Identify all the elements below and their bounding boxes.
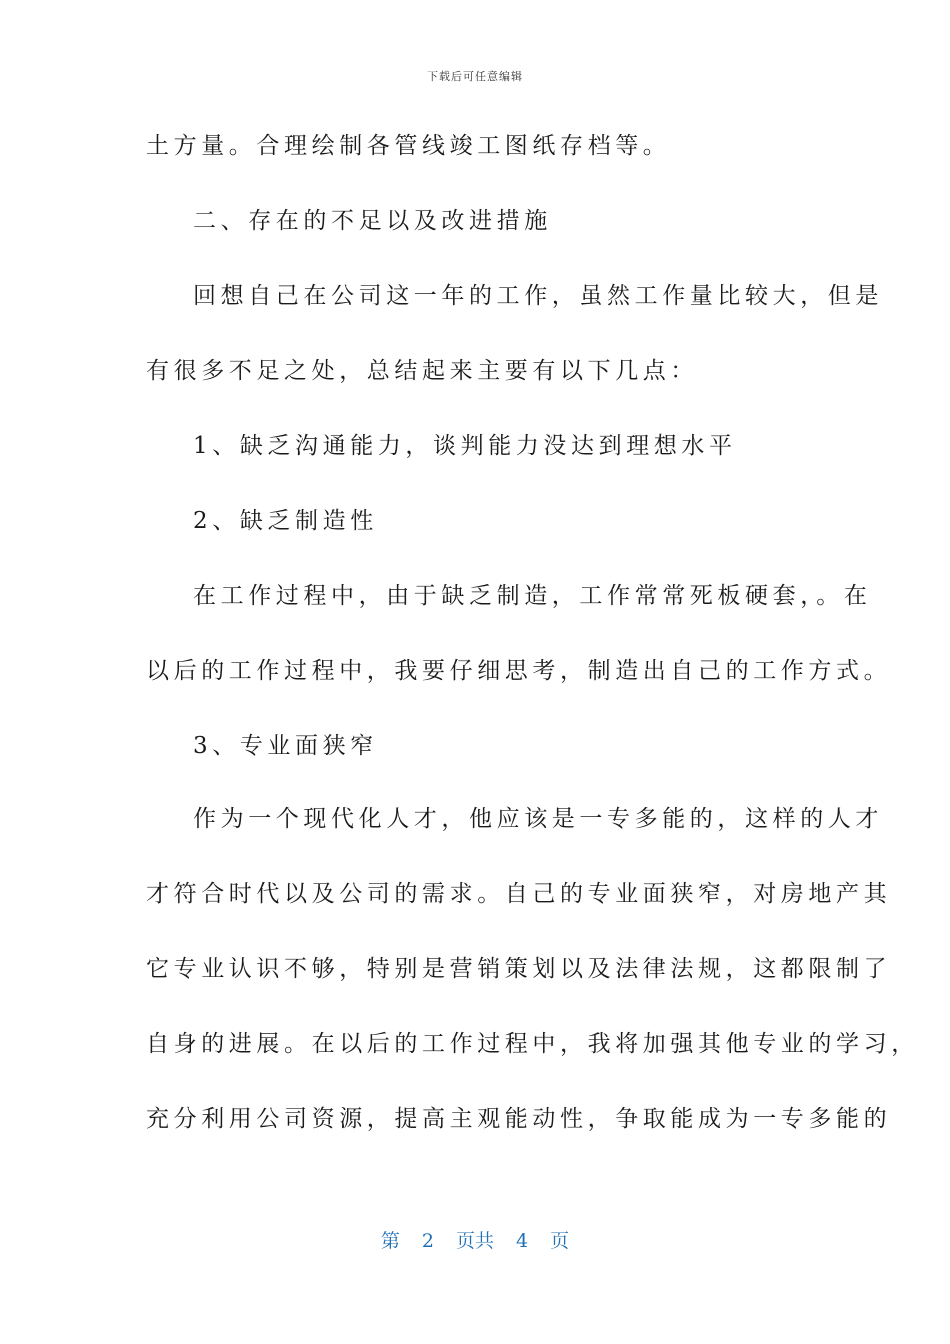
body-line-10: 作为一个现代化人才，他应该是一专多能的，这样的人才 bbox=[193, 806, 883, 832]
list-item-2: 2、缺乏制造性 bbox=[193, 508, 378, 534]
footer-page-number: 2 bbox=[421, 1230, 434, 1252]
page-footer bbox=[0, 1226, 950, 1253]
body-line-7: 在工作过程中，由于缺乏制造，工作常常死板硬套，。在 bbox=[193, 583, 872, 609]
footer-page-total: 4 bbox=[516, 1230, 529, 1252]
body-line-12: 它专业认识不够，特别是营销策划以及法律法规，这都限制了 bbox=[146, 956, 892, 982]
body-line-8: 以后的工作过程中，我要仔细思考，制造出自己的工作方式。 bbox=[146, 658, 892, 684]
footer-page-middle: 页共 bbox=[455, 1230, 494, 1252]
body-line-4: 有很多不足之处，总结起来主要有以下几点： bbox=[146, 358, 698, 384]
page-header: 下载后可任意编辑 bbox=[427, 70, 523, 83]
list-item-1: 1、缺乏沟通能力，谈判能力没达到理想水平 bbox=[193, 433, 737, 459]
body-line-1: 土方量。合理绘制各管线竣工图纸存档等。 bbox=[146, 133, 671, 159]
body-line-11: 才符合时代以及公司的需求。自己的专业面狭窄，对房地产其 bbox=[146, 881, 892, 907]
footer-page-suffix: 页 bbox=[550, 1230, 570, 1252]
body-line-13: 自身的进展。在以后的工作过程中，我将加强其他专业的学习， bbox=[146, 1031, 919, 1057]
list-item-3: 3、专业面狭窄 bbox=[193, 733, 378, 759]
footer-page-prefix: 第 bbox=[380, 1230, 400, 1252]
body-line-14: 充分利用公司资源，提高主观能动性，争取能成为一专多能的 bbox=[146, 1106, 892, 1132]
body-line-3: 回想自己在公司这一年的工作，虽然工作量比较大，但是 bbox=[193, 283, 883, 309]
section-heading: 二、存在的不足以及改进措施 bbox=[193, 208, 552, 234]
